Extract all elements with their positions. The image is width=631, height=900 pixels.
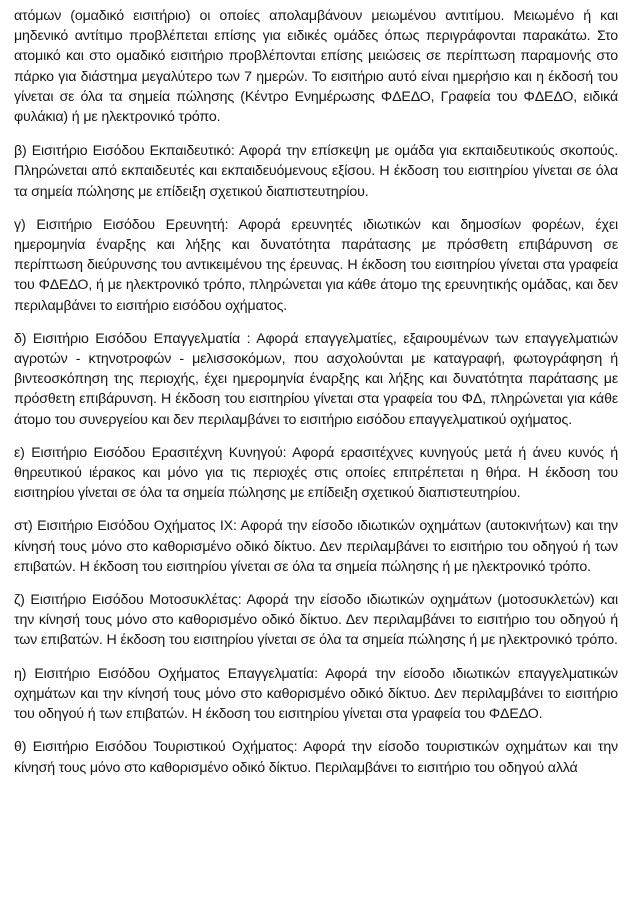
paragraph-tourist-vehicle-ticket: θ) Εισιτήριο Εισόδου Τουριστικού Οχήματος: Αφορά την είσοδο τουριστικών οχημάτων και την κίνησή τους μόνο στο καθορισμένο οδικό δίκτυο. Περιλαμβάνει το εισιτήριο του οδηγού αλλά xyxy=(14,739,618,776)
paragraph-educational-ticket: β) Εισιτήριο Εισόδου Εκπαιδευτικό: Αφορά την επίσκεψη με ομάδα για εκπαιδευτικούς σκοπούς. Πληρώνεται από εκπαιδευτές και εκπαιδευόμενους εξίσου. Η έκδοση του εισιτηρίου γίνεται σε όλα τα σημεία πώλησης με επίδειξη σχετικού διαπιστευτηρίου. xyxy=(14,143,618,200)
paragraph-continuation: ατόμων (ομαδικό εισιτήριο) οι οποίες απολαμβάνουν μειωμένου αντιτίμου. Μειωμένο ή και μηδενικό αντίτιμο προβλέπεται επίσης για ειδικές ομάδες όπως περιγράφονται παρακάτω. Στο ατομικό και στο ομαδικό εισιτήριο προβλέπονται επίσης μειώσεις σε περίπτωση παραμονής στο πάρκο για διάστημα μεγαλύτερο των 7 ημερών. Το εισιτήριο αυτό είναι ημερήσιο και η έκδοσή του γίνεται σε όλα τα σημεία πώλησης (Κέντρο Ενημέρωσης ΦΔΕΔΟ, Γραφεία του ΦΔΕΔΟ, ειδικά φυλάκια) ή με ηλεκτρονικό τρόπο. xyxy=(14,8,618,126)
paragraph-private-car-ticket: στ) Εισιτήριο Εισόδου Οχήματος ΙΧ: Αφορά την είσοδο ιδιωτικών οχημάτων (αυτοκινήτων) και την κίνησή τους μόνο στο καθορισμένο οδικό δίκτυο. Δεν περιλαμβάνει το εισιτήριο του οδηγού ή των επιβατών. Η έκδοση του εισιτηρίου γίνεται σε όλα τα σημεία πώλησης ή με ηλεκτρονικό τρόπο. xyxy=(14,518,618,575)
paragraph-professional-vehicle-ticket: η) Εισιτήριο Εισόδου Οχήματος Επαγγελματία: Αφορά την είσοδο ιδιωτικών επαγγελματικών οχημάτων και την κίνησή τους μόνο στο καθορισμένο οδικό δίκτυο. Δεν περιλαμβάνει το εισιτήριο του οδηγού ή των επιβατών. Η έκδοση του εισιτηρίου γίνεται στα γραφεία του ΦΔΕΔΟ. xyxy=(14,665,618,723)
paragraph-professional-ticket: δ) Εισιτήριο Εισόδου Επαγγελματία : Αφορά επαγγελματίες, εξαιρουμένων των επαγγελματιών αγροτών - κτηνοτροφών - μελισσοκόμων, που ασχολούνται με καταγραφή, φωτογράφηση ή βιντεοσκόπηση της περιοχής, έχει ημερομηνία έναρξης και λήξης και δυνατότητα παράτασης με πρόσθετη επιβάρυνση. Η έκδοση του εισιτηρίου γίνεται στα γραφεία του ΦΔ, πληρώνεται για κάθε άτομο του συνεργείου και δεν περιλαμβάνει το εισιτήριο εισόδου επαγγελματικού οχήματος. xyxy=(14,330,618,428)
paragraph-motorcycle-ticket: ζ) Εισιτήριο Εισόδου Μοτοσυκλέτας: Αφορά την είσοδο ιδιωτικών οχημάτων (μοτοσυκλετών) και την κίνησή τους μόνο στο καθορισμένο οδικό δίκτυο. Δεν περιλαμβάνει το εισιτήριο του οδηγού ή των επιβατών. Η έκδοση του εισιτηρίου γίνεται σε όλα τα σημεία πώλησης ή με ηλεκτρονικό τρόπο. xyxy=(14,592,618,649)
paragraph-hunter-ticket: ε) Εισιτήριο Εισόδου Ερασιτέχνη Κυνηγού: Αφορά ερασιτέχνες κυνηγούς μετά ή άνευ κυνός ή θηρευτικού ιέρακος και μόνο για τις περιοχές στις οποίες επιτρέπεται η θήρα. Η έκδοση του εισιτηρίου γίνεται σε όλα τα σημεία πώλησης με επίδειξη σχετικού διαπιστευτηρίου. xyxy=(14,444,618,502)
paragraph-researcher-ticket: γ) Εισιτήριο Εισόδου Ερευνητή: Αφορά ερευνητές ιδιωτικών και δημοσίων φορέων, έχει ημερομηνία έναρξης και λήξης και δυνατότητα παράτασης με πρόσθετη επιβάρυνση σε περίπτωση διεύρυνσης του αντικειμένου της έρευνας. Η έκδοση του εισιτηρίου γίνεται στα γραφεία του ΦΔΕΔΟ, ή με ηλεκτρονικό τρόπο, πληρώνεται για κάθε άτομο της ερευνητικής ομάδας, και δεν περιλαμβάνει το εισιτήριο εισόδου οχήματος. xyxy=(14,216,618,314)
